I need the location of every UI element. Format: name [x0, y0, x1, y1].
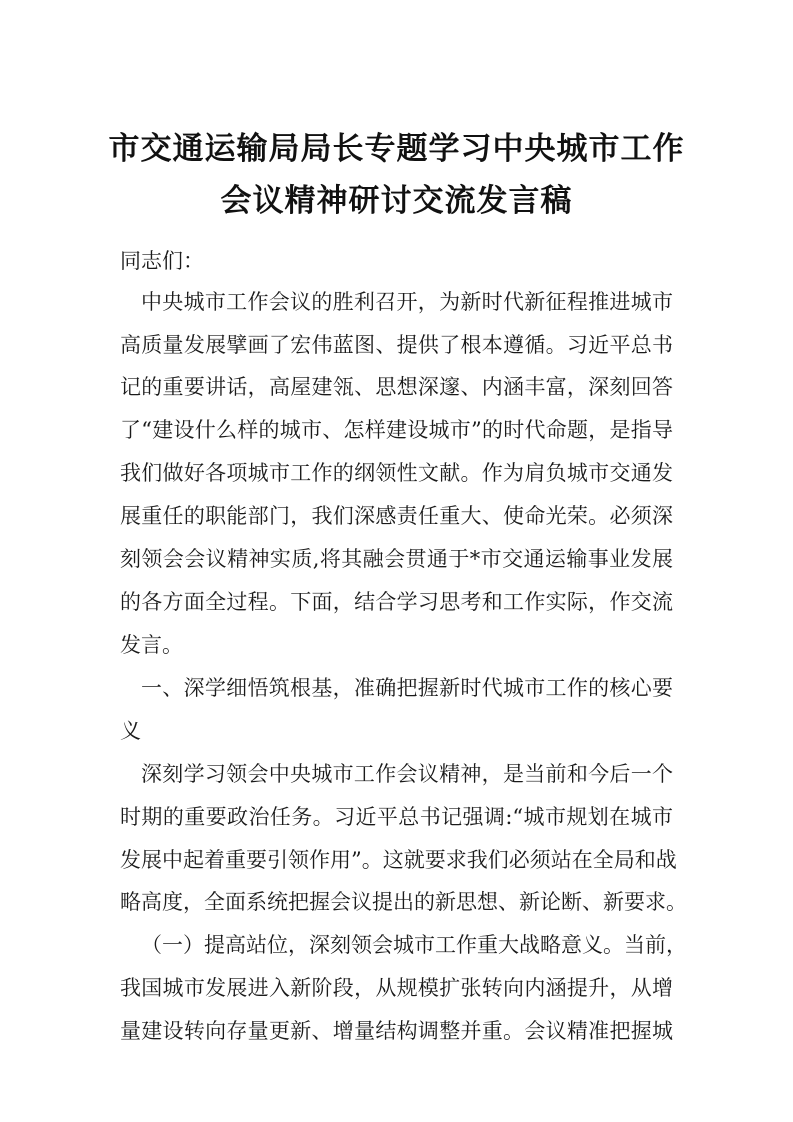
- body-line: 展重任的职能部门，我们深感责任重大、使命光荣。必须深: [120, 504, 673, 528]
- body-line: 中央城市工作会议的胜利召开，为新时代新征程推进城市: [141, 290, 673, 314]
- body-line: 深刻学习领会中央城市工作会议精神，是当前和今后一个: [141, 762, 673, 786]
- body-line: 量建设转向存量更新、增量结构调整并重。会议精准把握城: [120, 1019, 673, 1043]
- body-line: 发言。: [120, 633, 183, 657]
- document-title-line-1: 市交通运输局局长专题学习中央城市工作: [108, 131, 685, 167]
- body-line: 记的重要讲话，高屋建瓴、思想深邃、内涵丰富，深刻回答: [120, 375, 673, 399]
- section-heading-line: 一、深学细悟筑根基，准确把握新时代城市工作的核心要: [141, 676, 673, 700]
- body-line: 高质量发展擘画了宏伟蓝图、提供了根本遵循。习近平总书: [120, 333, 673, 357]
- body-line: 时期的重要政治任务。习近平总书记强调:“城市规划在城市: [120, 805, 673, 829]
- body-line: 刻领会会议精神实质,将其融会贯通于*市交通运输事业发展: [120, 547, 673, 571]
- salutation: 同志们：: [120, 249, 204, 273]
- body-line: 我们做好各项城市工作的纲领性文献。作为肩负城市交通发: [120, 461, 673, 485]
- section-heading-line: 义: [120, 719, 141, 743]
- body-line: 略高度，全面系统把握会议提出的新思想、新论断、新要求。: [120, 890, 687, 914]
- body-line: 发展中起着重要引领作用”。这就要求我们必须站在全局和战: [120, 848, 677, 872]
- body-line: 的各方面全过程。下面，结合学习思考和工作实际，作交流: [120, 590, 673, 614]
- document-title-line-2: 会议精神研讨交流发言稿: [220, 183, 573, 219]
- subsection-line: （一）提高站位，深刻领会城市工作重大战略意义。当前，: [141, 933, 687, 957]
- body-line: 我国城市发展进入新阶段，从规模扩张转向内涵提升，从增: [120, 976, 673, 1000]
- body-line: 了“建设什么样的城市、怎样建设城市”的时代命题，是指导: [120, 418, 673, 442]
